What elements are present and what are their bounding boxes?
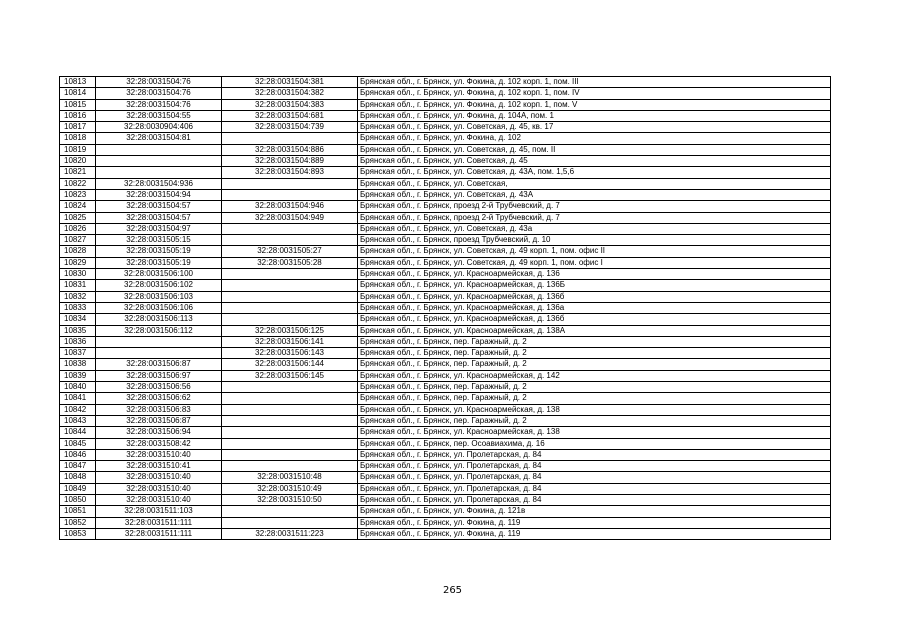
object-cadastral-cell xyxy=(222,133,358,144)
record-number-cell: 10840 xyxy=(60,382,96,393)
record-number-cell: 10813 xyxy=(60,77,96,88)
object-cadastral-cell: 32:28:0031504:893 xyxy=(222,167,358,178)
address-cell: Брянская обл., г. Брянск, ул. Красноармейская, д. 138А xyxy=(358,325,831,336)
table-row xyxy=(60,269,831,280)
object-cadastral-cell: 32:28:0031504:681 xyxy=(222,110,358,121)
address-cell: Брянская обл., г. Брянск, пер. Гаражный, д. 2 xyxy=(358,336,831,347)
object-cadastral-cell: 32:28:0031504:886 xyxy=(222,144,358,155)
record-number-cell: 10831 xyxy=(60,280,96,291)
table-row xyxy=(60,415,831,426)
object-cadastral-cell xyxy=(222,302,358,313)
table-row xyxy=(60,404,831,415)
table-row xyxy=(60,438,831,449)
parcel-cadastral-cell: 32:28:0031511:111 xyxy=(96,517,222,528)
record-number-cell: 10832 xyxy=(60,291,96,302)
parcel-cadastral-cell: 32:28:0031508:42 xyxy=(96,438,222,449)
object-cadastral-cell xyxy=(222,506,358,517)
record-number-cell: 10851 xyxy=(60,506,96,517)
parcel-cadastral-cell: 32:28:0031504:94 xyxy=(96,189,222,200)
record-number-cell: 10836 xyxy=(60,336,96,347)
address-cell: Брянская обл., г. Брянск, ул. Советская, д. 45, кв. 17 xyxy=(358,122,831,133)
record-number-cell: 10817 xyxy=(60,122,96,133)
object-cadastral-cell xyxy=(222,223,358,234)
record-number-cell: 10838 xyxy=(60,359,96,370)
object-cadastral-cell xyxy=(222,269,358,280)
parcel-cadastral-cell: 32:28:0031504:57 xyxy=(96,212,222,223)
object-cadastral-cell xyxy=(222,461,358,472)
record-number-cell: 10833 xyxy=(60,302,96,313)
table-row xyxy=(60,517,831,528)
address-cell: Брянская обл., г. Брянск, ул. Красноармейская, д. 136Б xyxy=(358,280,831,291)
table-row xyxy=(60,235,831,246)
object-cadastral-cell: 32:28:0031505:27 xyxy=(222,246,358,257)
parcel-cadastral-cell: 32:28:0031504:81 xyxy=(96,133,222,144)
table-row xyxy=(60,382,831,393)
object-cadastral-cell xyxy=(222,178,358,189)
record-number-cell: 10818 xyxy=(60,133,96,144)
object-cadastral-cell: 32:28:0031504:889 xyxy=(222,156,358,167)
record-number-cell: 10848 xyxy=(60,472,96,483)
address-cell: Брянская обл., г. Брянск, пер. Гаражный, д. 2 xyxy=(358,359,831,370)
record-number-cell: 10830 xyxy=(60,269,96,280)
address-cell: Брянская обл., г. Брянск, ул. Советская, д. 49 корп. 1, пом. офис II xyxy=(358,246,831,257)
page-number: 265 xyxy=(442,585,463,596)
table-row xyxy=(60,280,831,291)
object-cadastral-cell xyxy=(222,393,358,404)
table-body xyxy=(60,77,831,540)
table-row xyxy=(60,122,831,133)
record-number-cell: 10841 xyxy=(60,393,96,404)
table-row xyxy=(60,472,831,483)
parcel-cadastral-cell xyxy=(96,167,222,178)
address-cell: Брянская обл., г. Брянск, ул. Пролетарская, д. 84 xyxy=(358,483,831,494)
address-cell: Брянская обл., г. Брянск, ул. Советская, xyxy=(358,178,831,189)
object-cadastral-cell xyxy=(222,280,358,291)
object-cadastral-cell xyxy=(222,382,358,393)
object-cadastral-cell: 32:28:0031510:49 xyxy=(222,483,358,494)
address-cell: Брянская обл., г. Брянск, ул. Фокина, д. 104А, пом. 1 xyxy=(358,110,831,121)
record-number-cell: 10853 xyxy=(60,528,96,539)
table-row xyxy=(60,302,831,313)
parcel-cadastral-cell: 32:28:0031511:103 xyxy=(96,506,222,517)
record-number-cell: 10825 xyxy=(60,212,96,223)
parcel-cadastral-cell: 32:28:0031504:97 xyxy=(96,223,222,234)
parcel-cadastral-cell: 32:28:0031511:111 xyxy=(96,528,222,539)
record-number-cell: 10845 xyxy=(60,438,96,449)
record-number-cell: 10835 xyxy=(60,325,96,336)
record-number-cell: 10826 xyxy=(60,223,96,234)
object-cadastral-cell: 32:28:0031506:125 xyxy=(222,325,358,336)
record-number-cell: 10834 xyxy=(60,314,96,325)
object-cadastral-cell: 32:28:0031506:143 xyxy=(222,348,358,359)
parcel-cadastral-cell: 32:28:0031504:76 xyxy=(96,99,222,110)
record-number-cell: 10820 xyxy=(60,156,96,167)
object-cadastral-cell xyxy=(222,404,358,415)
parcel-cadastral-cell: 32:28:0031506:56 xyxy=(96,382,222,393)
record-number-cell: 10852 xyxy=(60,517,96,528)
record-number-cell: 10844 xyxy=(60,427,96,438)
object-cadastral-cell: 32:28:0031504:946 xyxy=(222,201,358,212)
table-row xyxy=(60,156,831,167)
table-row xyxy=(60,314,831,325)
parcel-cadastral-cell: 32:28:0031506:102 xyxy=(96,280,222,291)
object-cadastral-cell: 32:28:0031504:382 xyxy=(222,88,358,99)
table-row xyxy=(60,449,831,460)
table-row xyxy=(60,99,831,110)
parcel-cadastral-cell: 32:28:0031506:112 xyxy=(96,325,222,336)
address-cell: Брянская обл., г. Брянск, ул. Красноармейская, д. 136б xyxy=(358,291,831,302)
table-row xyxy=(60,348,831,359)
record-number-cell: 10819 xyxy=(60,144,96,155)
object-cadastral-cell xyxy=(222,291,358,302)
table-row xyxy=(60,88,831,99)
address-cell: Брянская обл., г. Брянск, ул. Советская, д. 45 xyxy=(358,156,831,167)
record-number-cell: 10849 xyxy=(60,483,96,494)
address-cell: Брянская обл., г. Брянск, ул. Пролетарская, д. 84 xyxy=(358,449,831,460)
table-row xyxy=(60,223,831,234)
record-number-cell: 10846 xyxy=(60,449,96,460)
table-row xyxy=(60,359,831,370)
parcel-cadastral-cell: 32:28:0031506:62 xyxy=(96,393,222,404)
object-cadastral-cell: 32:28:0031506:144 xyxy=(222,359,358,370)
parcel-cadastral-cell xyxy=(96,144,222,155)
address-cell: Брянская обл., г. Брянск, ул. Фокина, д. 102 корп. 1, пом. IV xyxy=(358,88,831,99)
table-row xyxy=(60,494,831,505)
address-cell: Брянская обл., г. Брянск, пер. Гаражный, д. 2 xyxy=(358,415,831,426)
parcel-cadastral-cell: 32:28:0031510:40 xyxy=(96,449,222,460)
address-cell: Брянская обл., г. Брянск, ул. Пролетарская, д. 84 xyxy=(358,472,831,483)
address-cell: Брянская обл., г. Брянск, ул. Советская, д. 45, пом. II xyxy=(358,144,831,155)
object-cadastral-cell: 32:28:0031510:48 xyxy=(222,472,358,483)
object-cadastral-cell xyxy=(222,235,358,246)
parcel-cadastral-cell: 32:28:0031510:41 xyxy=(96,461,222,472)
table-row xyxy=(60,506,831,517)
parcel-cadastral-cell xyxy=(96,336,222,347)
address-cell: Брянская обл., г. Брянск, ул. Фокина, д. 102 корп. 1, пом. III xyxy=(358,77,831,88)
record-number-cell: 10829 xyxy=(60,257,96,268)
address-cell: Брянская обл., г. Брянск, ул. Красноармейская, д. 138 xyxy=(358,427,831,438)
parcel-cadastral-cell: 32:28:0031506:100 xyxy=(96,269,222,280)
record-number-cell: 10821 xyxy=(60,167,96,178)
property-table xyxy=(59,76,831,540)
parcel-cadastral-cell: 32:28:0031506:83 xyxy=(96,404,222,415)
address-cell: Брянская обл., г. Брянск, ул. Советская, д. 43А xyxy=(358,189,831,200)
object-cadastral-cell: 32:28:0031511:223 xyxy=(222,528,358,539)
address-cell: Брянская обл., г. Брянск, пер. Осоавиахима, д. 16 xyxy=(358,438,831,449)
parcel-cadastral-cell xyxy=(96,156,222,167)
address-cell: Брянская обл., г. Брянск, проезд 2-й Трубчевский, д. 7 xyxy=(358,201,831,212)
address-cell: Брянская обл., г. Брянск, ул. Фокина, д. 119 xyxy=(358,517,831,528)
record-number-cell: 10814 xyxy=(60,88,96,99)
record-number-cell: 10823 xyxy=(60,189,96,200)
parcel-cadastral-cell: 32:28:0031506:94 xyxy=(96,427,222,438)
address-cell: Брянская обл., г. Брянск, ул. Советская, д. 49 корп. 1, пом. офис I xyxy=(358,257,831,268)
parcel-cadastral-cell: 32:28:0031506:113 xyxy=(96,314,222,325)
table-row xyxy=(60,393,831,404)
object-cadastral-cell: 32:28:0031504:383 xyxy=(222,99,358,110)
table-row xyxy=(60,201,831,212)
address-cell: Брянская обл., г. Брянск, ул. Фокина, д. 121в xyxy=(358,506,831,517)
record-number-cell: 10828 xyxy=(60,246,96,257)
record-number-cell: 10837 xyxy=(60,348,96,359)
address-cell: Брянская обл., г. Брянск, ул. Фокина, д. 119 xyxy=(358,528,831,539)
table-row xyxy=(60,189,831,200)
record-number-cell: 10842 xyxy=(60,404,96,415)
object-cadastral-cell xyxy=(222,189,358,200)
address-cell: Брянская обл., г. Брянск, ул. Красноармейская, д. 138 xyxy=(358,404,831,415)
address-cell: Брянская обл., г. Брянск, пер. Гаражный, д. 2 xyxy=(358,382,831,393)
parcel-cadastral-cell: 32:28:0031506:106 xyxy=(96,302,222,313)
address-cell: Брянская обл., г. Брянск, ул. Красноармейская, д. 136а xyxy=(358,302,831,313)
record-number-cell: 10824 xyxy=(60,201,96,212)
record-number-cell: 10815 xyxy=(60,99,96,110)
table-row xyxy=(60,246,831,257)
object-cadastral-cell: 32:28:0031506:145 xyxy=(222,370,358,381)
parcel-cadastral-cell: 32:28:0031504:76 xyxy=(96,88,222,99)
parcel-cadastral-cell: 32:28:0031504:76 xyxy=(96,77,222,88)
table-row xyxy=(60,178,831,189)
parcel-cadastral-cell: 32:28:0031505:19 xyxy=(96,246,222,257)
object-cadastral-cell xyxy=(222,438,358,449)
address-cell: Брянская обл., г. Брянск, ул. Советская, д. 43а xyxy=(358,223,831,234)
table-row xyxy=(60,336,831,347)
object-cadastral-cell xyxy=(222,314,358,325)
address-cell: Брянская обл., г. Брянск, пер. Гаражный, д. 2 xyxy=(358,348,831,359)
parcel-cadastral-cell: 32:28:0031504:936 xyxy=(96,178,222,189)
parcel-cadastral-cell: 32:28:0030904:406 xyxy=(96,122,222,133)
address-cell: Брянская обл., г. Брянск, пер. Гаражный, д. 2 xyxy=(358,393,831,404)
address-cell: Брянская обл., г. Брянск, ул. Красноармейская, д. 136 xyxy=(358,269,831,280)
table-row xyxy=(60,370,831,381)
parcel-cadastral-cell: 32:28:0031506:87 xyxy=(96,415,222,426)
parcel-cadastral-cell: 32:28:0031510:40 xyxy=(96,494,222,505)
object-cadastral-cell: 32:28:0031504:949 xyxy=(222,212,358,223)
parcel-cadastral-cell xyxy=(96,348,222,359)
parcel-cadastral-cell: 32:28:0031505:19 xyxy=(96,257,222,268)
table-row xyxy=(60,133,831,144)
address-cell: Брянская обл., г. Брянск, ул. Фокина, д. 102 корп. 1, пом. V xyxy=(358,99,831,110)
table-row xyxy=(60,427,831,438)
record-number-cell: 10827 xyxy=(60,235,96,246)
parcel-cadastral-cell: 32:28:0031510:40 xyxy=(96,472,222,483)
object-cadastral-cell xyxy=(222,415,358,426)
object-cadastral-cell: 32:28:0031504:381 xyxy=(222,77,358,88)
parcel-cadastral-cell: 32:28:0031510:40 xyxy=(96,483,222,494)
object-cadastral-cell: 32:28:0031506:141 xyxy=(222,336,358,347)
table-row xyxy=(60,77,831,88)
table-row xyxy=(60,144,831,155)
table-row xyxy=(60,325,831,336)
table-row xyxy=(60,483,831,494)
table-row xyxy=(60,110,831,121)
parcel-cadastral-cell: 32:28:0031504:57 xyxy=(96,201,222,212)
address-cell: Брянская обл., г. Брянск, ул. Советская, д. 43А, пом. 1,5,6 xyxy=(358,167,831,178)
address-cell: Брянская обл., г. Брянск, ул. Красноармейская, д. 142 xyxy=(358,370,831,381)
address-cell: Брянская обл., г. Брянск, ул. Фокина, д. 102 xyxy=(358,133,831,144)
object-cadastral-cell: 32:28:0031504:739 xyxy=(222,122,358,133)
record-number-cell: 10843 xyxy=(60,415,96,426)
record-number-cell: 10816 xyxy=(60,110,96,121)
table-row xyxy=(60,257,831,268)
parcel-cadastral-cell: 32:28:0031506:103 xyxy=(96,291,222,302)
parcel-cadastral-cell: 32:28:0031506:87 xyxy=(96,359,222,370)
parcel-cadastral-cell: 32:28:0031506:97 xyxy=(96,370,222,381)
address-cell: Брянская обл., г. Брянск, ул. Пролетарская, д. 84 xyxy=(358,494,831,505)
address-cell: Брянская обл., г. Брянск, ул. Пролетарская, д. 84 xyxy=(358,461,831,472)
record-number-cell: 10822 xyxy=(60,178,96,189)
table-row xyxy=(60,461,831,472)
object-cadastral-cell: 32:28:0031505:28 xyxy=(222,257,358,268)
address-cell: Брянская обл., г. Брянск, ул. Красноармейская, д. 136б xyxy=(358,314,831,325)
object-cadastral-cell xyxy=(222,517,358,528)
object-cadastral-cell: 32:28:0031510:50 xyxy=(222,494,358,505)
address-cell: Брянская обл., г. Брянск, проезд Трубчевский, д. 10 xyxy=(358,235,831,246)
table-row xyxy=(60,167,831,178)
record-number-cell: 10839 xyxy=(60,370,96,381)
record-number-cell: 10847 xyxy=(60,461,96,472)
parcel-cadastral-cell: 32:28:0031504:55 xyxy=(96,110,222,121)
address-cell: Брянская обл., г. Брянск, проезд 2-й Трубчевский, д. 7 xyxy=(358,212,831,223)
table-row xyxy=(60,528,831,539)
parcel-cadastral-cell: 32:28:0031505:15 xyxy=(96,235,222,246)
object-cadastral-cell xyxy=(222,449,358,460)
table-row xyxy=(60,291,831,302)
record-number-cell: 10850 xyxy=(60,494,96,505)
table-row xyxy=(60,212,831,223)
object-cadastral-cell xyxy=(222,427,358,438)
